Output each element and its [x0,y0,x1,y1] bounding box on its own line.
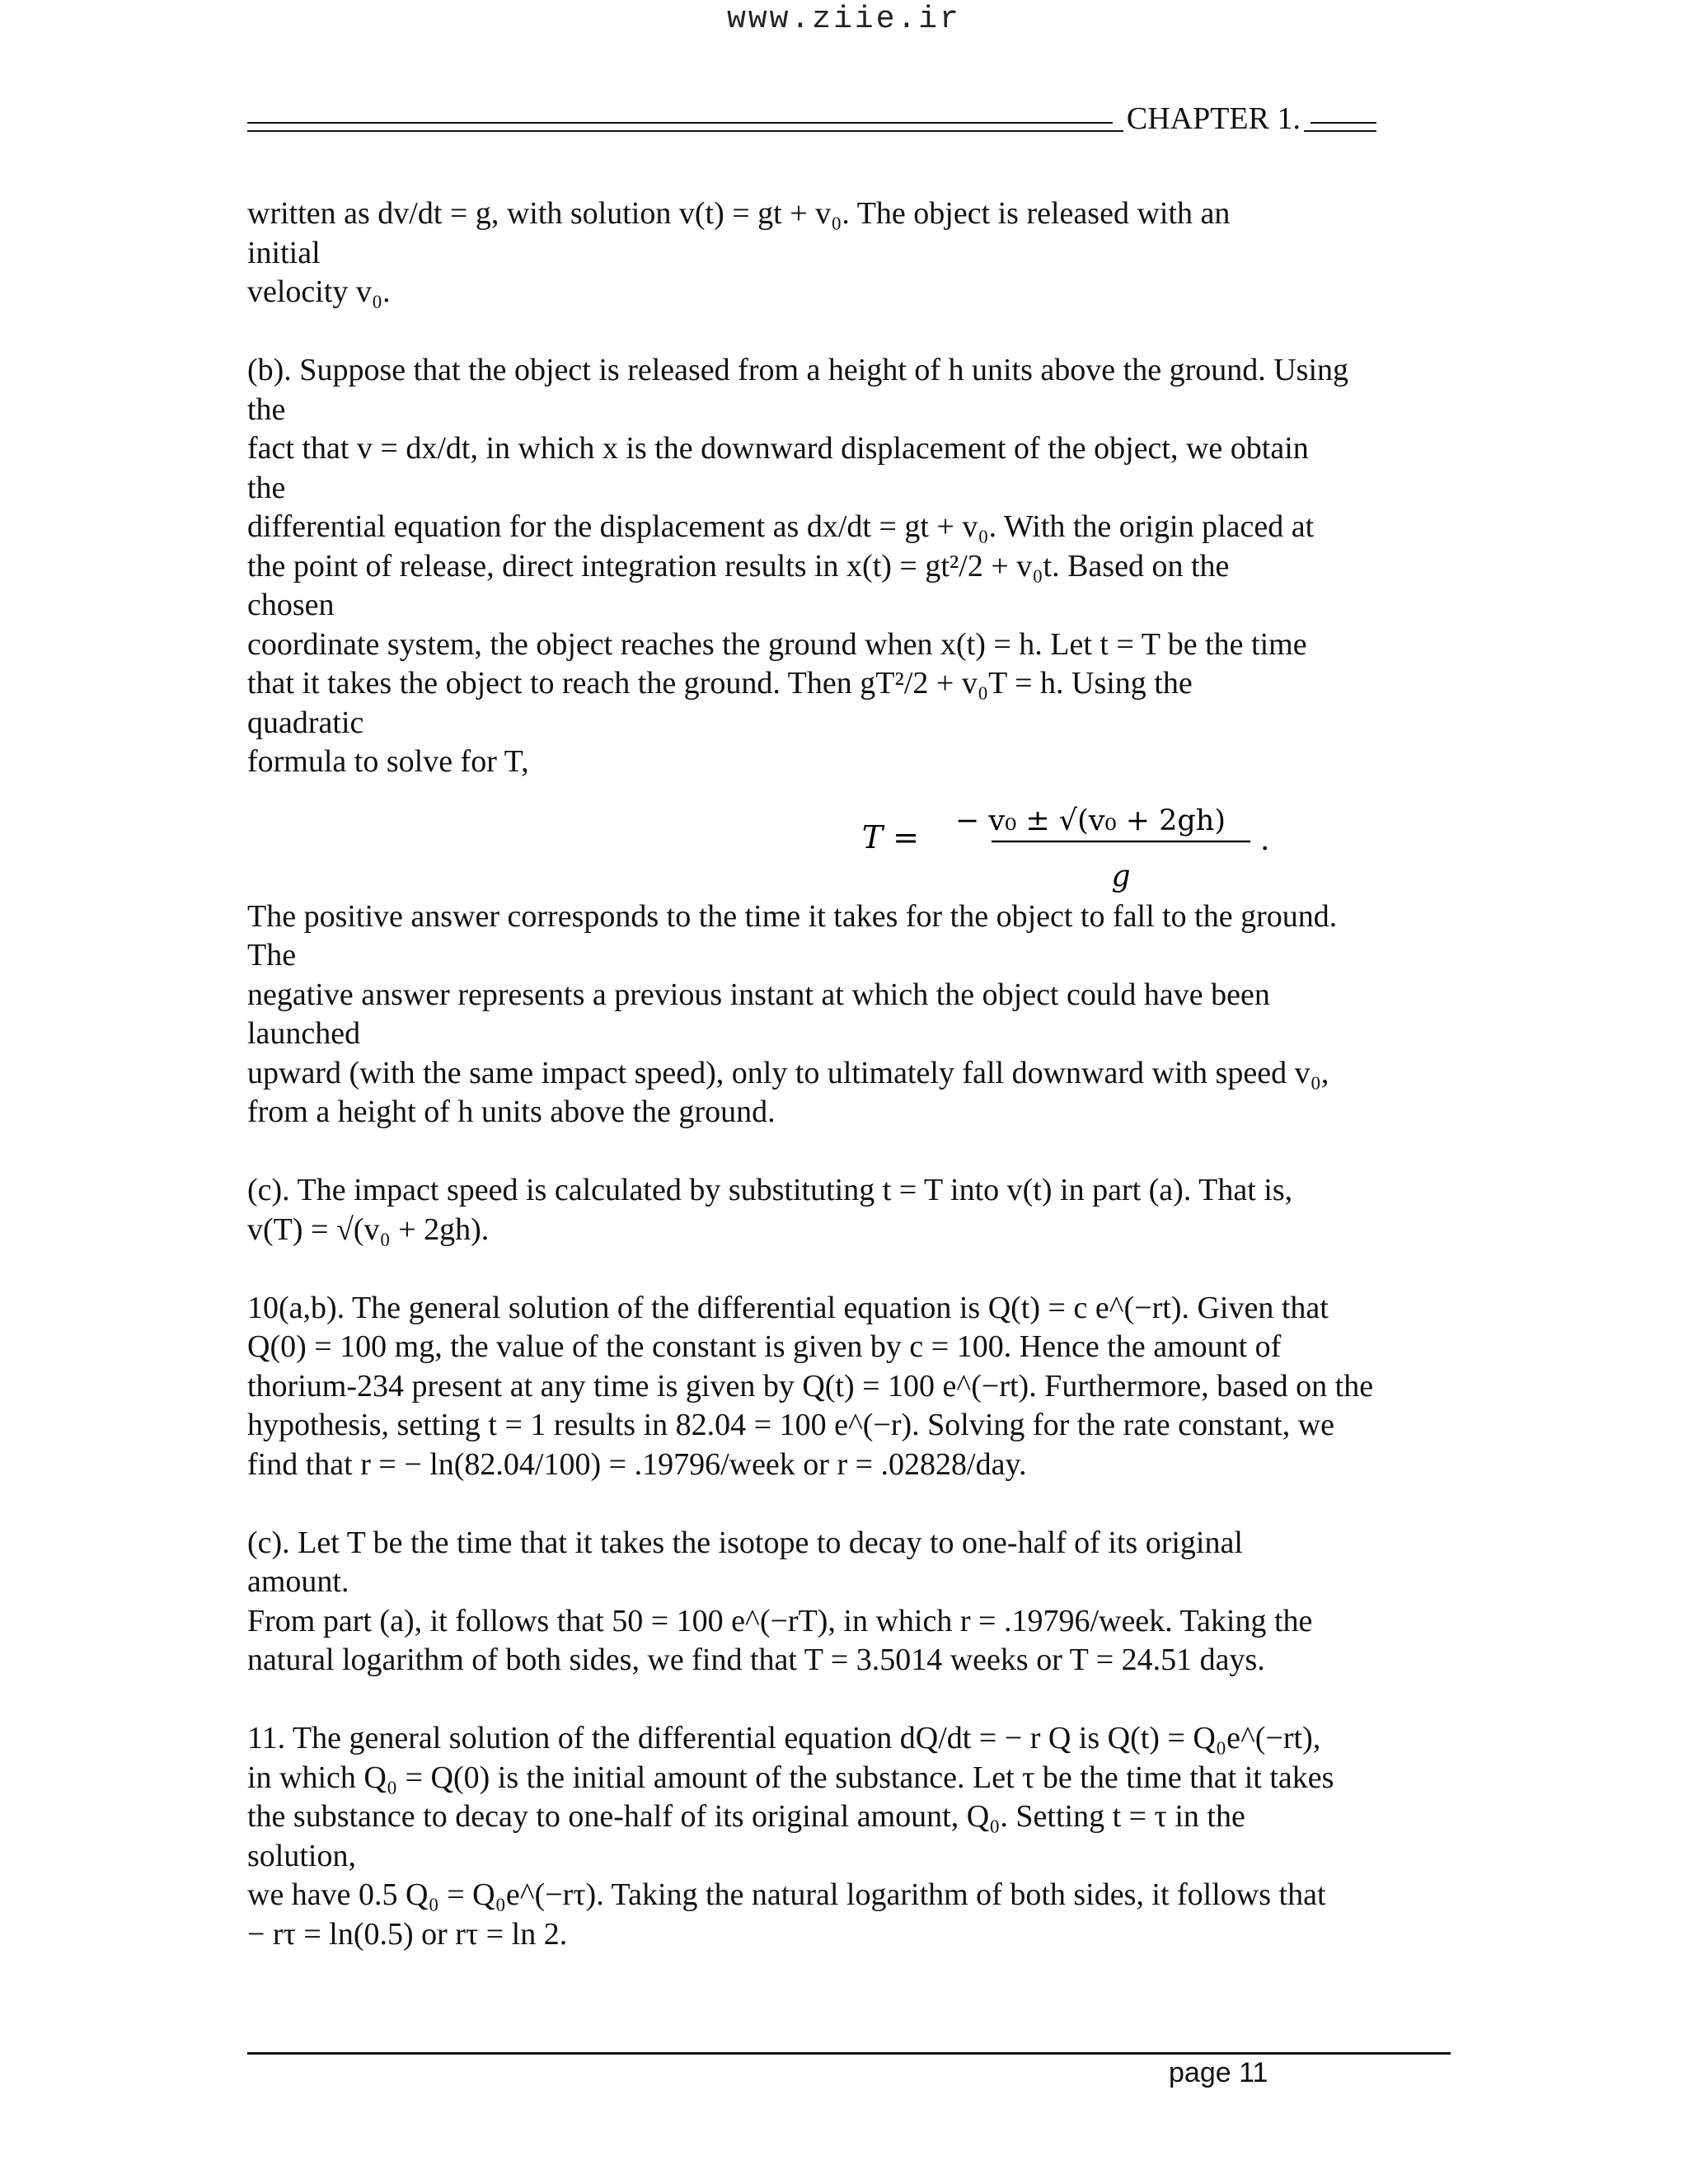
equation-period: . [1260,823,1270,857]
equation-numerator: − v₀ ± √(v₀ + 2gh) [954,804,1226,837]
display-equation [247,782,1451,898]
text-line: The positive answer corresponds to the time it takes for the object to fall to the ground. [247,898,1338,934]
text-line: that it takes the object to reach the ground. Then gT²/2 + v₀T = h. Using the [247,666,1193,701]
text-line: the substance to decay to one-half of its original amount, Q₀. Setting t = τ in the [247,1799,1245,1834]
equation-lhs: T = [861,818,919,855]
text-line: (c). Let T be the time that it takes the isotope to decay to one-half of its original [247,1525,1243,1560]
text-line: 10(a,b). The general solution of the differential equation is Q(t) = c e^(−rt). Given that [247,1290,1329,1325]
equation-denominator: g [1111,859,1131,893]
text-line: amount. [247,1564,349,1599]
text-line: natural logarithm of both sides, we find that T = 3.5014 weeks or T = 24.51 days. [247,1643,1265,1677]
text-line: from a height of h units above the ground. [247,1094,776,1129]
text-line: The [247,938,297,972]
text-line: fact that v = dx/dt, in which x is the downward displacement of the object, we obtain [247,431,1309,466]
text-line: written as dv/dt = g, with solution v(t) = gt + v₀. The object is released with an [247,196,1231,231]
text-line: thorium-234 present at any time is given by Q(t) = 100 e^(−rt). Furthermore, based on the [247,1368,1374,1404]
text-line: quadratic [247,705,364,740]
text-line: hypothesis, setting t = 1 results in 82.04 = 100 e^(−r). Solving for the rate constant, we [247,1408,1335,1442]
text-line: solution, [247,1838,356,1873]
chapter-title: CHAPTER 1. [1123,102,1304,135]
text-line: v(T) = √(v₀ + 2gh). [247,1212,490,1247]
text-line: velocity v₀. [247,274,391,309]
footer-rule [247,2052,1451,2055]
watermark: www.ziie.ir [727,2,961,37]
text-line: coordinate system, the object reaches the ground when x(t) = h. Let t = T be the time [247,626,1307,662]
text-line: formula to solve for T, [247,744,529,779]
text-line: (c). The impact speed is calculated by substituting t = T into v(t) in part (a). That is, [247,1173,1293,1207]
text-line: Q(0) = 100 mg, the value of the constant is given by c = 100. Hence the amount of [247,1329,1282,1364]
text-line: launched [247,1016,361,1051]
text-line: initial [247,235,321,270]
header-rule-right [1311,122,1376,124]
text-line: in which Q₀ = Q(0) is the initial amount of the substance. Let τ be the time that it takes [247,1760,1334,1795]
text-line: the [247,391,286,427]
text-line: upward (with the same impact speed), only to ultimately fall downward with speed v₀, [247,1055,1329,1090]
text-line: the [247,470,286,505]
text-line: 11. The general solution of the differential equation dQ/dt = − r Q is Q(t) = Q₀e^(−rt), [247,1721,1321,1755]
header-rule-top [247,122,1113,124]
text-line: From part (a), it follows that 50 = 100 e^(−rT), in which r = .19796/week. Taking the [247,1603,1313,1638]
text-line: negative answer represents a previous instant at which the object could have been [247,977,1270,1012]
page-body [247,194,1451,1954]
text-line: the point of release, direct integration results in x(t) = gt²/2 + v₀t. Based on the [247,548,1230,583]
text-line: differential equation for the displacement as dx/dt = gt + v₀. With the origin placed at [247,509,1315,544]
page-header [247,99,1376,140]
text-line: find that r = − ln(82.04/100) = .19796/week or r = .02828/day. [247,1446,1027,1482]
text-line: (b). Suppose that the object is released from a height of h units above the ground. Using [247,353,1349,387]
text-line: chosen [247,588,335,622]
text-line: − rτ = ln(0.5) or rτ = ln 2. [247,1916,568,1952]
text-line: we have 0.5 Q₀ = Q₀e^(−rτ). Taking the natural logarithm of both sides, it follows that [247,1877,1326,1912]
page-number: page 11 [1169,2057,1268,2088]
equation-fraction [746,782,1273,898]
